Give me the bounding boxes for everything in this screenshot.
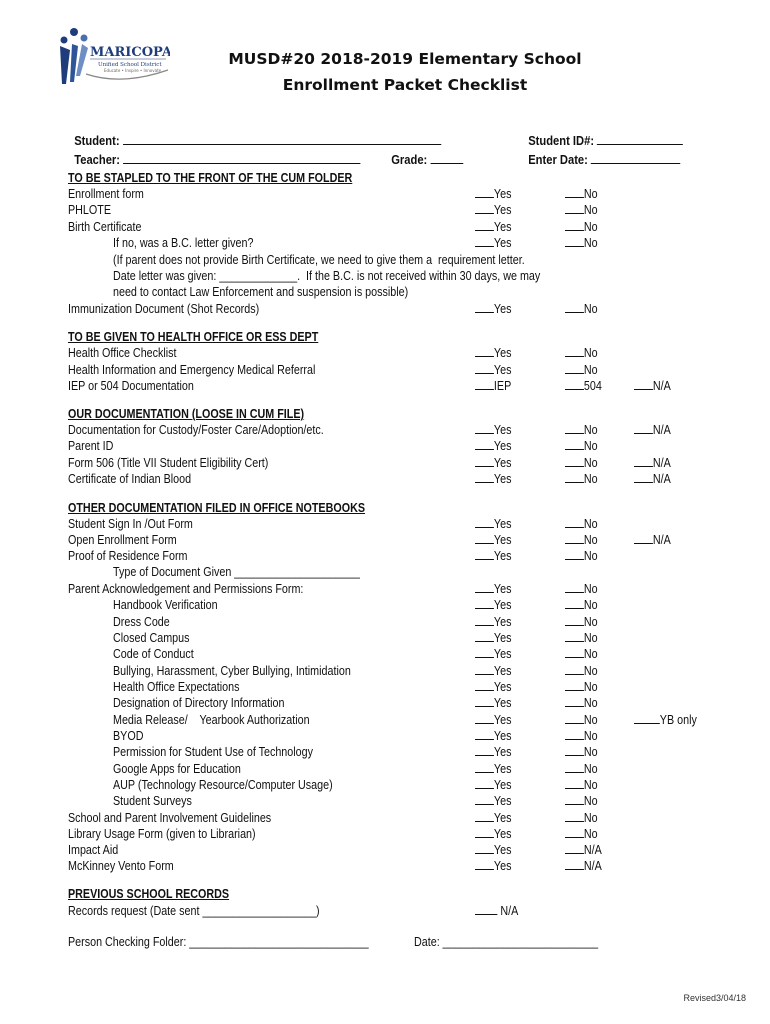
no-option[interactable]: No xyxy=(565,597,598,613)
checklist-item-label: Dress Code xyxy=(113,615,170,629)
checklist-item-label: Impact Aid xyxy=(68,843,119,857)
no-option[interactable]: No xyxy=(565,695,598,711)
yes-option[interactable]: Yes xyxy=(475,646,511,662)
section-header: OTHER DOCUMENTATION FILED IN OFFICE NOTEBOOKS xyxy=(68,501,366,515)
no-option[interactable]: No xyxy=(565,679,598,695)
na-option[interactable]: YB only xyxy=(634,712,697,728)
checklist-item-label: (If parent does not provide Birth Certificate, we need to give them a requirement letter. xyxy=(113,253,525,267)
no-option[interactable]: No xyxy=(565,761,598,777)
yes-option[interactable]: Yes xyxy=(475,516,511,532)
yes-option[interactable]: Yes xyxy=(475,842,511,858)
checklist-item-label: Library Usage Form (given to Librarian) xyxy=(68,827,256,841)
checklist-item-label: Health Office Checklist xyxy=(68,346,177,360)
checklist-item-label: Open Enrollment Form xyxy=(68,533,177,547)
svg-text:MARICOPA: MARICOPA xyxy=(90,45,170,60)
no-option[interactable]: No xyxy=(565,532,598,548)
yes-option[interactable]: Yes xyxy=(475,793,511,809)
checklist-item-label: Permission for Student Use of Technology xyxy=(113,745,313,759)
yes-option[interactable]: Yes xyxy=(475,345,511,361)
no-option[interactable]: N/A xyxy=(565,858,602,874)
no-option[interactable]: No xyxy=(565,202,598,218)
no-option[interactable]: No xyxy=(565,301,598,317)
checklist-item-label: Date letter was given: _____________. If the B.C. is not received within 30 days, we may xyxy=(113,269,541,283)
checklist-item-label: Closed Campus xyxy=(113,631,190,645)
no-option[interactable]: No xyxy=(565,548,598,564)
checklist-item-label: Parent Acknowledgement and Permissions Form: xyxy=(68,582,304,596)
yes-option[interactable]: Yes xyxy=(475,186,511,202)
checklist-item-label: Form 506 (Title VII Student Eligibility Cert) xyxy=(68,456,269,470)
yes-option[interactable]: Yes xyxy=(475,712,511,728)
no-option[interactable]: No xyxy=(565,810,598,826)
checklist-item-label: Bullying, Harassment, Cyber Bullying, Intimidation xyxy=(113,664,351,678)
yes-option[interactable]: Yes xyxy=(475,438,511,454)
checklist-item-label: Parent ID xyxy=(68,439,114,453)
na-option[interactable]: N/A xyxy=(475,903,518,919)
checklist-item-label: Proof of Residence Form xyxy=(68,549,188,563)
yes-option[interactable]: Yes xyxy=(475,744,511,760)
yes-option[interactable]: Yes xyxy=(475,532,511,548)
yes-option[interactable]: Yes xyxy=(475,826,511,842)
yes-option[interactable]: Yes xyxy=(475,728,511,744)
no-option[interactable]: No xyxy=(565,581,598,597)
yes-option[interactable]: Yes xyxy=(475,597,511,613)
no-option[interactable]: No xyxy=(565,345,598,361)
checklist-item-label: Birth Certificate xyxy=(68,220,142,234)
yes-option[interactable]: Yes xyxy=(475,455,511,471)
person-checking-field[interactable]: Person Checking Folder: ______________________________ xyxy=(68,935,369,949)
revision-note: Revised3/04/18 xyxy=(683,993,746,1003)
no-option[interactable]: No xyxy=(565,455,598,471)
na-option[interactable]: N/A xyxy=(634,378,671,394)
no-option[interactable]: No xyxy=(565,235,598,251)
yes-option[interactable]: Yes xyxy=(475,362,511,378)
checklist-item-label: Records request (Date sent ___________________) xyxy=(68,904,320,918)
yes-option[interactable]: Yes xyxy=(475,219,511,235)
teacher-field[interactable]: Teacher: xyxy=(68,136,360,167)
student-field[interactable]: Student: xyxy=(68,117,441,148)
checklist-item-label: AUP (Technology Resource/Computer Usage) xyxy=(113,778,333,792)
checklist-item-label: Handbook Verification xyxy=(113,598,218,612)
checklist-item-label: Immunization Document (Shot Records) xyxy=(68,302,260,316)
no-option[interactable]: No xyxy=(565,777,598,793)
checklist-item-label: McKinney Vento Form xyxy=(68,859,174,873)
no-option[interactable]: No xyxy=(565,219,598,235)
checklist-item-label: School and Parent Involvement Guidelines xyxy=(68,811,272,825)
yes-option[interactable]: IEP xyxy=(475,378,511,394)
yes-option[interactable]: Yes xyxy=(475,679,511,695)
na-option[interactable]: N/A xyxy=(634,471,671,487)
checklist-item-label: If no, was a B.C. letter given? xyxy=(113,236,254,250)
checklist-item-label: need to contact Law Enforcement and suspension is possible) xyxy=(113,285,409,299)
yes-option[interactable]: Yes xyxy=(475,695,511,711)
yes-option[interactable]: Yes xyxy=(475,630,511,646)
grade-field[interactable]: Grade: xyxy=(385,136,463,167)
checklist-item-label: Documentation for Custody/Foster Care/Adoption/etc. xyxy=(68,423,324,437)
yes-option[interactable]: Yes xyxy=(475,301,511,317)
student-id-field[interactable]: Student ID#: xyxy=(522,117,683,148)
yes-option[interactable]: Yes xyxy=(475,235,511,251)
no-option[interactable]: No xyxy=(565,438,598,454)
no-option[interactable]: No xyxy=(565,826,598,842)
no-option[interactable]: N/A xyxy=(565,842,602,858)
no-option[interactable]: No xyxy=(565,516,598,532)
checklist-item-label: Student Surveys xyxy=(113,794,192,808)
no-option[interactable]: No xyxy=(565,744,598,760)
page-subtitle: Enrollment Packet Checklist xyxy=(282,76,528,94)
svg-text:Unified School District: Unified School District xyxy=(98,62,162,68)
no-option[interactable]: No xyxy=(565,186,598,202)
section-header: PREVIOUS SCHOOL RECORDS xyxy=(68,887,230,901)
na-option[interactable]: N/A xyxy=(634,422,671,438)
enter-date-field[interactable]: Enter Date: xyxy=(522,136,680,167)
yes-option[interactable]: Yes xyxy=(475,422,511,438)
no-option[interactable]: 504 xyxy=(565,378,602,394)
yes-option[interactable]: Yes xyxy=(475,614,511,630)
yes-option[interactable]: Yes xyxy=(475,471,511,487)
no-option[interactable]: No xyxy=(565,630,598,646)
section-header: OUR DOCUMENTATION (LOOSE IN CUM FILE) xyxy=(68,407,305,421)
checklist-item-label: Student Sign In /Out Form xyxy=(68,517,193,531)
checklist-item-label: BYOD xyxy=(113,729,144,743)
page-title: MUSD#20 2018-2019 Elementary School xyxy=(228,50,582,68)
no-option[interactable]: No xyxy=(565,646,598,662)
yes-option[interactable]: Yes xyxy=(475,548,511,564)
checklist-item-label: Enrollment form xyxy=(68,187,144,201)
yes-option[interactable]: Yes xyxy=(475,581,511,597)
na-option[interactable]: N/A xyxy=(634,532,671,548)
district-logo xyxy=(52,24,170,90)
checklist-item-label: PHLOTE xyxy=(68,203,112,217)
no-option[interactable]: No xyxy=(565,471,598,487)
yes-option[interactable]: Yes xyxy=(475,202,511,218)
checklist-item-label: Certificate of Indian Blood xyxy=(68,472,192,486)
no-option[interactable]: No xyxy=(565,663,598,679)
no-option[interactable]: No xyxy=(565,614,598,630)
no-option[interactable]: No xyxy=(565,422,598,438)
section-header: TO BE GIVEN TO HEALTH OFFICE OR ESS DEPT xyxy=(68,330,319,344)
checklist-item-label: Media Release/ Yearbook Authorization xyxy=(113,713,310,727)
checklist-item-label: Type of Document Given _____________________ xyxy=(113,565,360,579)
checklist-item-label: Health Information and Emergency Medical Referral xyxy=(68,363,316,377)
yes-option[interactable]: Yes xyxy=(475,761,511,777)
date-field[interactable]: Date: __________________________ xyxy=(414,935,599,949)
yes-option[interactable]: Yes xyxy=(475,810,511,826)
section-header: TO BE STAPLED TO THE FRONT OF THE CUM FOLDER xyxy=(68,171,353,185)
no-option[interactable]: No xyxy=(565,362,598,378)
svg-text:Educate • Inspire • Innovate: Educate • Inspire • Innovate xyxy=(104,68,162,73)
checklist-item-label: Google Apps for Education xyxy=(113,762,241,776)
yes-option[interactable]: Yes xyxy=(475,858,511,874)
checklist-item-label: IEP or 504 Documentation xyxy=(68,379,194,393)
no-option[interactable]: No xyxy=(565,728,598,744)
checklist-item-label: Designation of Directory Information xyxy=(113,696,285,710)
checklist-item-label: Code of Conduct xyxy=(113,647,194,661)
no-option[interactable]: No xyxy=(565,712,598,728)
no-option[interactable]: No xyxy=(565,793,598,809)
na-option[interactable]: N/A xyxy=(634,455,671,471)
yes-option[interactable]: Yes xyxy=(475,663,511,679)
checklist-item-label: Health Office Expectations xyxy=(113,680,240,694)
yes-option[interactable]: Yes xyxy=(475,777,511,793)
